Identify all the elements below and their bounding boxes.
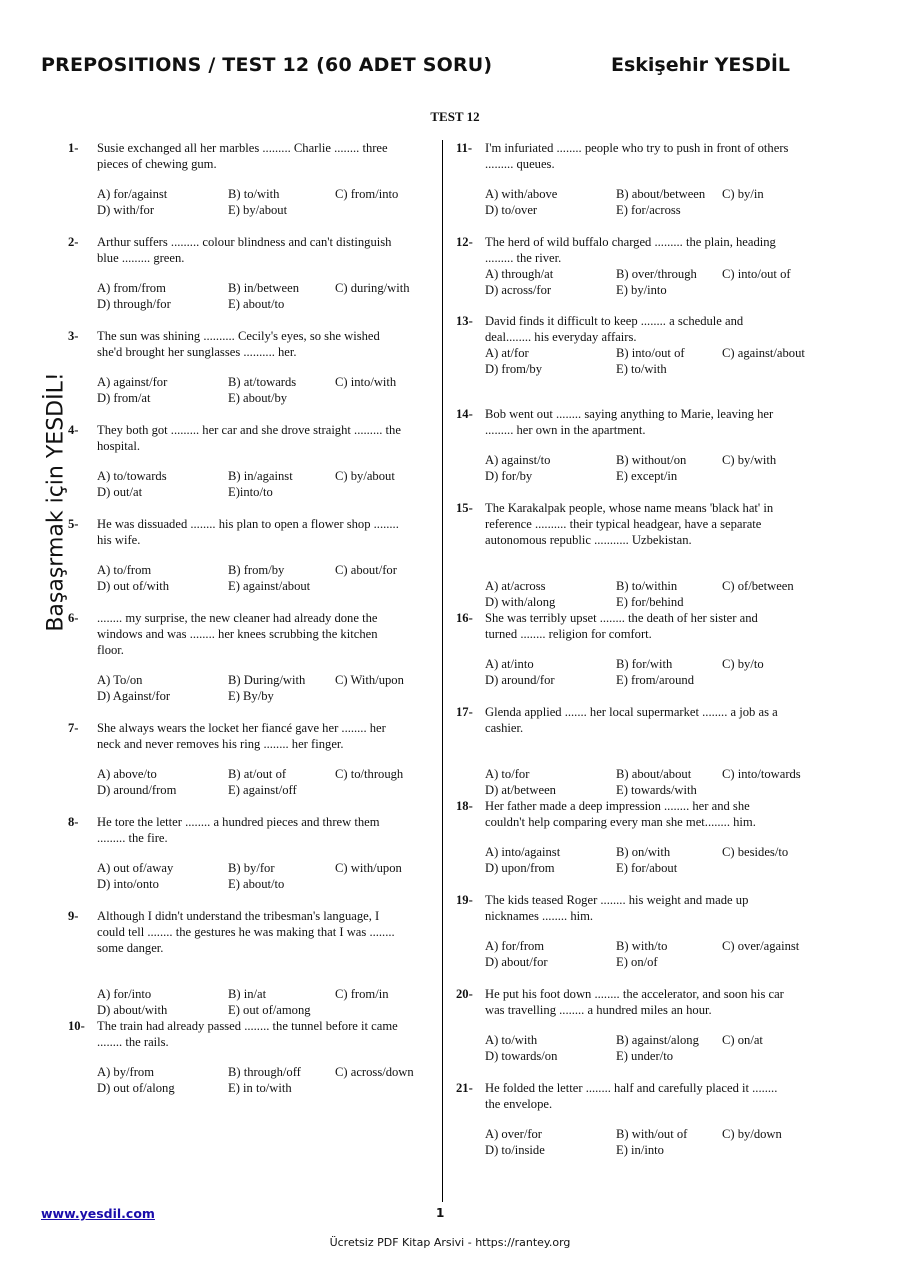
- answer-option[interactable]: C) to/through: [335, 767, 404, 781]
- question-text: The sun was shining .......... Cecily's eyes, so she wished: [97, 329, 380, 343]
- answer-option[interactable]: D) out of/with: [97, 579, 170, 593]
- question-number: 21-: [456, 1081, 473, 1095]
- answer-option[interactable]: B) into/out of: [616, 346, 685, 360]
- answer-option[interactable]: B) through/off: [228, 1065, 301, 1079]
- answer-option[interactable]: C) by/down: [722, 1127, 782, 1141]
- question-number: 5-: [68, 517, 79, 531]
- question-number: 1-: [68, 141, 79, 155]
- question-text: floor.: [97, 643, 124, 657]
- answer-option[interactable]: E) towards/with: [616, 783, 697, 797]
- question-text: The herd of wild buffalo charged ......... the plain, heading: [485, 235, 776, 249]
- answer-option[interactable]: B) for/with: [616, 657, 673, 671]
- question-text: cashier.: [485, 721, 524, 735]
- answer-option[interactable]: D) out of/along: [97, 1081, 175, 1095]
- answer-option[interactable]: D) into/onto: [97, 877, 159, 891]
- answer-option[interactable]: C) into/out of: [722, 267, 791, 281]
- question-text: was travelling ........ a hundred miles an hour.: [485, 1003, 712, 1017]
- answer-option[interactable]: D) to/inside: [485, 1143, 545, 1157]
- answer-option[interactable]: E) for/across: [616, 203, 681, 217]
- answer-option[interactable]: C) With/upon: [335, 673, 404, 687]
- answer-option[interactable]: D) about/with: [97, 1003, 168, 1017]
- answer-option[interactable]: B) to/within: [616, 579, 678, 593]
- question-number: 3-: [68, 329, 79, 343]
- question-text: she'd brought her sunglasses .......... her.: [97, 345, 297, 359]
- question-number: 10-: [68, 1019, 85, 1033]
- question-text: ......... the fire.: [97, 831, 168, 845]
- question-text: Susie exchanged all her marbles ......... Charlie ........ three: [97, 141, 388, 155]
- answer-option[interactable]: D) upon/from: [485, 861, 555, 875]
- answer-option[interactable]: E) to/with: [616, 362, 667, 376]
- test-title: TEST 12: [430, 109, 480, 124]
- answer-option[interactable]: E) in to/with: [228, 1081, 292, 1095]
- footer-website-link[interactable]: www.yesdil.com: [41, 1206, 155, 1221]
- question-text: hospital.: [97, 439, 141, 453]
- answer-option[interactable]: C) from/in: [335, 987, 389, 1001]
- question-text: windows and was ........ her knees scrubbing the kitchen: [97, 627, 378, 641]
- answer-option[interactable]: A) into/against: [485, 845, 561, 859]
- question-text: ........ my surprise, the new cleaner had already done the: [97, 611, 378, 625]
- answer-option[interactable]: E) on/of: [616, 955, 658, 969]
- side-slogan: Başaşrmak için YESDİL!: [43, 372, 69, 632]
- answer-option[interactable]: A) out of/away: [97, 861, 174, 875]
- answer-option[interactable]: B) from/by: [228, 563, 285, 577]
- answer-option[interactable]: C) by/in: [722, 187, 764, 201]
- question-text: Although I didn't understand the tribesman's language, I: [97, 909, 380, 923]
- question-number: 13-: [456, 314, 473, 328]
- question-text: blue ......... green.: [97, 251, 185, 265]
- answer-option[interactable]: E) about/by: [228, 391, 288, 405]
- question-number: 14-: [456, 407, 473, 421]
- question-text: ......... queues.: [485, 157, 555, 171]
- answer-option[interactable]: D) out/at: [97, 485, 143, 499]
- answer-option[interactable]: C) on/at: [722, 1033, 763, 1047]
- answer-option[interactable]: D) at/between: [485, 783, 556, 797]
- answer-option[interactable]: B) During/with: [228, 673, 306, 687]
- question-text: He folded the letter ........ half and carefully placed it ........: [485, 1081, 778, 1095]
- answer-option[interactable]: D) around/from: [97, 783, 177, 797]
- answer-option[interactable]: A) for/into: [97, 987, 152, 1001]
- question-number: 19-: [456, 893, 473, 907]
- question-number: 17-: [456, 705, 473, 719]
- answer-option[interactable]: A) to/with: [485, 1033, 538, 1047]
- answer-option[interactable]: A) by/from: [97, 1065, 155, 1079]
- question-text: He tore the letter ........ a hundred pieces and threw them: [97, 815, 380, 829]
- question-text: the envelope.: [485, 1097, 553, 1111]
- question-number: 16-: [456, 611, 473, 625]
- answer-option[interactable]: A) for/against: [97, 187, 168, 201]
- answer-option[interactable]: B) over/through: [616, 267, 697, 281]
- answer-option[interactable]: D) Against/for: [97, 689, 171, 703]
- answer-option[interactable]: E) except/in: [616, 469, 678, 483]
- question-text: Her father made a deep impression ........ her and she: [485, 799, 750, 813]
- question-text: I'm infuriated ........ people who try to push in front of others: [485, 141, 789, 155]
- answer-option[interactable]: E)into/to: [228, 485, 273, 499]
- answer-option[interactable]: C) into/with: [335, 375, 397, 389]
- answer-option[interactable]: C) across/down: [335, 1065, 414, 1079]
- answer-option[interactable]: E) by/about: [228, 203, 288, 217]
- question-text: Glenda applied ....... her local supermarket ........ a job as a: [485, 705, 778, 719]
- question-text: autonomous republic ........... Uzbekistan.: [485, 533, 692, 547]
- answer-option[interactable]: C) into/towards: [722, 767, 801, 781]
- question-number: 12-: [456, 235, 473, 249]
- answer-option[interactable]: C) about/for: [335, 563, 397, 577]
- question-text: He was dissuaded ........ his plan to open a flower shop ........: [97, 517, 399, 531]
- answer-option[interactable]: E) for/behind: [616, 595, 684, 609]
- question-number: 2-: [68, 235, 79, 249]
- answer-option[interactable]: B) in/at: [228, 987, 267, 1001]
- answer-option[interactable]: B) to/with: [228, 187, 280, 201]
- answer-option[interactable]: A) at/into: [485, 657, 534, 671]
- answer-option[interactable]: B) with/to: [616, 939, 668, 953]
- answer-option[interactable]: D) around/for: [485, 673, 555, 687]
- answer-option[interactable]: A) to/for: [485, 767, 530, 781]
- question-text: They both got ......... her car and she drove straight ......... the: [97, 423, 401, 437]
- answer-option[interactable]: D) with/along: [485, 595, 556, 609]
- question-number: 9-: [68, 909, 79, 923]
- question-text: ......... the river.: [485, 251, 562, 265]
- answer-option[interactable]: C) by/about: [335, 469, 395, 483]
- answer-option[interactable]: A) from/from: [97, 281, 166, 295]
- question-text: some danger.: [97, 941, 164, 955]
- answer-option[interactable]: E) under/to: [616, 1049, 674, 1063]
- answer-option[interactable]: C) against/about: [722, 346, 805, 360]
- answer-option[interactable]: B) in/against: [228, 469, 293, 483]
- question-number: 20-: [456, 987, 473, 1001]
- question-text: his wife.: [97, 533, 141, 547]
- answer-option[interactable]: E) out of/among: [228, 1003, 311, 1017]
- document-title: PREPOSITIONS / TEST 12 (60 ADET SORU): [41, 54, 493, 76]
- answer-option[interactable]: D) about/for: [485, 955, 548, 969]
- answer-option[interactable]: C) of/between: [722, 579, 794, 593]
- answer-option[interactable]: E) in/into: [616, 1143, 664, 1157]
- answer-option[interactable]: C) during/with: [335, 281, 410, 295]
- answer-option[interactable]: E) against/off: [228, 783, 297, 797]
- answer-option[interactable]: D) from/by: [485, 362, 543, 376]
- question-text: neck and never removes his ring ........ her finger.: [97, 737, 344, 751]
- answer-option[interactable]: A) with/above: [485, 187, 558, 201]
- answer-option[interactable]: E) about/to: [228, 297, 285, 311]
- question-text: She always wears the locket her fiancé gave her ........ her: [97, 721, 386, 735]
- question-text: could tell ........ the gestures he was making that I was ........: [97, 925, 395, 939]
- column-divider: [442, 140, 443, 1202]
- answer-option[interactable]: A) over/for: [485, 1127, 542, 1141]
- question-number: 8-: [68, 815, 79, 829]
- answer-option[interactable]: B) without/on: [616, 453, 687, 467]
- question-number: 15-: [456, 501, 473, 515]
- question-text: He put his foot down ........ the accelerator, and soon his car: [485, 987, 784, 1001]
- question-text: The Karakalpak people, whose name means 'black hat' in: [485, 501, 774, 515]
- question-number: 7-: [68, 721, 79, 735]
- answer-option[interactable]: C) besides/to: [722, 845, 789, 859]
- question-text: ........ the rails.: [97, 1035, 169, 1049]
- answer-option[interactable]: D) through/for: [97, 297, 171, 311]
- answer-option[interactable]: A) above/to: [97, 767, 157, 781]
- question-text: The train had already passed ........ the tunnel before it came: [97, 1019, 398, 1033]
- question-number: 4-: [68, 423, 79, 437]
- answer-option[interactable]: E) about/to: [228, 877, 285, 891]
- answer-option[interactable]: E) against/about: [228, 579, 311, 593]
- answer-option[interactable]: B) against/along: [616, 1033, 699, 1047]
- answer-option[interactable]: C) by/with: [722, 453, 777, 467]
- answer-option[interactable]: A) at/across: [485, 579, 546, 593]
- answer-option[interactable]: B) about/about: [616, 767, 692, 781]
- question-text: deal........ his everyday affairs.: [485, 330, 637, 344]
- question-number: 6-: [68, 611, 79, 625]
- question-text: reference .......... their typical headgear, have a separate: [485, 517, 762, 531]
- answer-option[interactable]: B) with/out of: [616, 1127, 688, 1141]
- answer-option[interactable]: C) from/into: [335, 187, 399, 201]
- answer-option[interactable]: A) to/from: [97, 563, 152, 577]
- bottom-note: Ücretsiz PDF Kitap Arsivi - https://rantey.org: [329, 1236, 571, 1249]
- document-author: Eskişehir YESDİL: [611, 54, 791, 76]
- answer-option[interactable]: B) at/out of: [228, 767, 287, 781]
- answer-option[interactable]: B) at/towards: [228, 375, 297, 389]
- answer-option[interactable]: E) from/around: [616, 673, 694, 687]
- answer-option[interactable]: A) against/to: [485, 453, 551, 467]
- answer-option[interactable]: B) about/between: [616, 187, 706, 201]
- question-number: 18-: [456, 799, 473, 813]
- question-text: The kids teased Roger ........ his weight and made up: [485, 893, 749, 907]
- answer-option[interactable]: D) to/over: [485, 203, 538, 217]
- question-text: pieces of chewing gum.: [97, 157, 217, 171]
- question-text: She was terribly upset ........ the death of her sister and: [485, 611, 758, 625]
- answer-option[interactable]: B) on/with: [616, 845, 671, 859]
- question-text: couldn't help comparing every man she met........ him.: [485, 815, 756, 829]
- answer-option[interactable]: A) against/for: [97, 375, 168, 389]
- answer-option[interactable]: A) to/towards: [97, 469, 167, 483]
- answer-option[interactable]: E) By/by: [228, 689, 274, 703]
- question-text: nicknames ........ him.: [485, 909, 594, 923]
- question-text: turned ........ religion for comfort.: [485, 627, 652, 641]
- question-text: ......... her own in the apartment.: [485, 423, 646, 437]
- answer-option[interactable]: E) by/into: [616, 283, 667, 297]
- question-text: Arthur suffers ......... colour blindness and can't distinguish: [97, 235, 392, 249]
- answer-option[interactable]: B) in/between: [228, 281, 299, 295]
- answer-option[interactable]: A) through/at: [485, 267, 554, 281]
- answer-option[interactable]: A) To/on: [97, 673, 143, 687]
- question-text: David finds it difficult to keep ........ a schedule and: [485, 314, 744, 328]
- answer-option[interactable]: D) for/by: [485, 469, 533, 483]
- answer-option[interactable]: A) at/for: [485, 346, 529, 360]
- answer-option[interactable]: D) towards/on: [485, 1049, 558, 1063]
- answer-option[interactable]: B) by/for: [228, 861, 275, 875]
- answer-option[interactable]: D) from/at: [97, 391, 151, 405]
- answer-option[interactable]: C) with/upon: [335, 861, 402, 875]
- answer-option[interactable]: C) by/to: [722, 657, 764, 671]
- page-number: 1: [436, 1206, 445, 1220]
- answer-option[interactable]: E) for/about: [616, 861, 678, 875]
- answer-option[interactable]: D) with/for: [97, 203, 155, 217]
- answer-option[interactable]: A) for/from: [485, 939, 545, 953]
- answer-option[interactable]: C) over/against: [722, 939, 800, 953]
- question-number: 11-: [456, 141, 473, 155]
- answer-option[interactable]: D) across/for: [485, 283, 552, 297]
- question-text: Bob went out ........ saying anything to Marie, leaving her: [485, 407, 774, 421]
